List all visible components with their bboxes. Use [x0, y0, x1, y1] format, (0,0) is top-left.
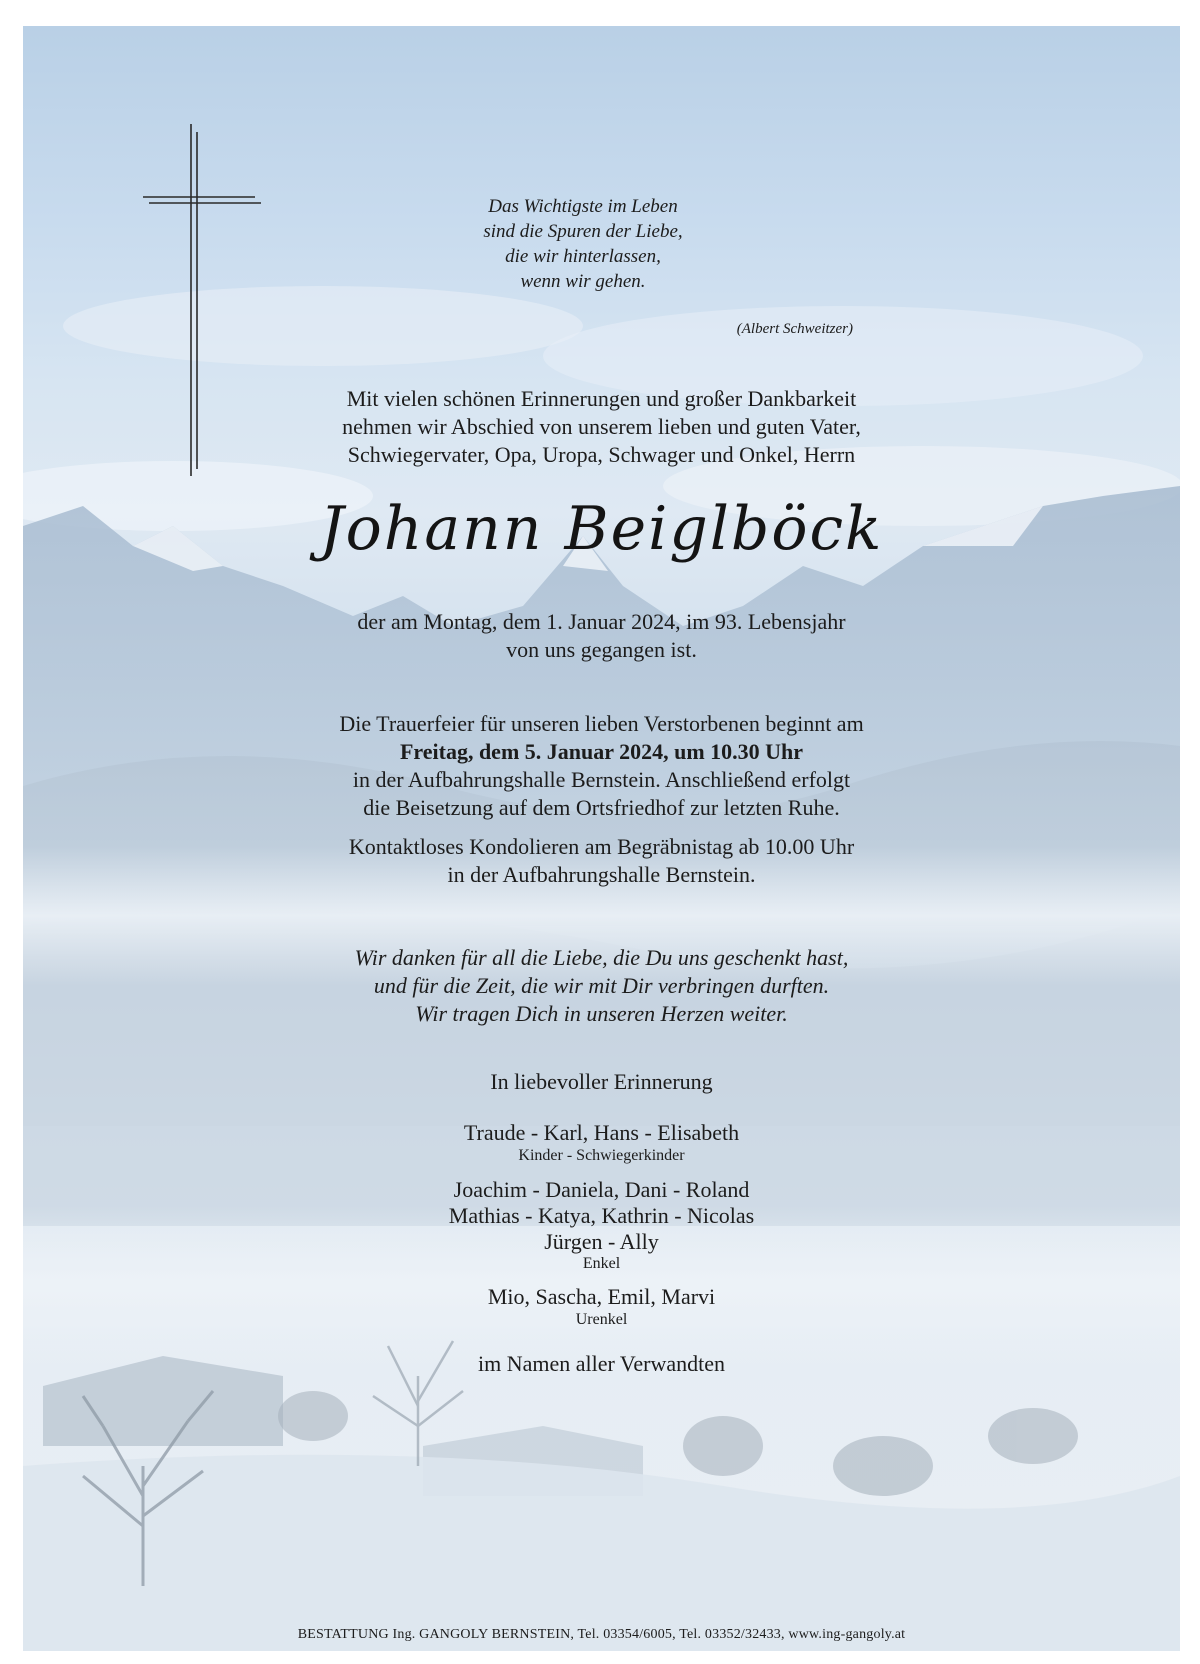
mourner-group-children	[23, 1120, 1180, 1146]
memory-title: In liebevoller Erinnerung	[490, 1069, 713, 1094]
ceremony-date: Freitag, dem 5. Januar 2024, um 10.30 Uhr	[399, 739, 804, 764]
condolence-line: in der Aufbahrungshalle Bernstein.	[447, 862, 756, 887]
ceremony-line: die Beisetzung auf dem Ortsfriedhof zur letzten Ruhe.	[363, 795, 840, 820]
ceremony-line: in der Aufbahrungshalle Bernstein. Anschließend erfolgt	[352, 767, 851, 792]
mourner-role: Kinder - Schwiegerkinder	[518, 1147, 685, 1164]
mourner-names: Mathias - Katya, Kathrin - Nicolas	[448, 1203, 755, 1228]
thanks-line: und für die Zeit, die wir mit Dir verbringen durften.	[373, 973, 830, 998]
mourner-names: Joachim - Daniela, Dani - Roland	[453, 1177, 750, 1202]
quote-line: wenn wir gehen.	[520, 271, 646, 292]
quote-source: (Albert Schweitzer)	[736, 321, 853, 337]
thanks-line: Wir danken für all die Liebe, die Du uns geschenkt hast,	[354, 945, 849, 970]
mourner-names: Jürgen - Ally	[544, 1229, 659, 1254]
condolence-line: Kontaktloses Kondolieren am Begräbnistag ab 10.00 Uhr	[348, 834, 855, 859]
intro-line: Schwiegervater, Opa, Uropa, Schwager und Onkel, Herrn	[347, 442, 856, 467]
quote-line: Das Wichtigste im Leben	[488, 196, 678, 217]
mourner-role: Enkel	[582, 1255, 621, 1272]
death-notice-line: der am Montag, dem 1. Januar 2024, im 93. Lebensjahr	[357, 609, 846, 634]
intro-line: nehmen wir Abschied von unserem lieben und guten Vater,	[342, 414, 861, 439]
ceremony-info	[23, 710, 1180, 822]
quote	[393, 194, 773, 294]
intro-line: Mit vielen schönen Erinnerungen und großer Dankbarkeit	[346, 386, 857, 411]
condolence-info	[23, 833, 1180, 889]
mourner-role: Urenkel	[575, 1311, 628, 1328]
quote-line: die wir hinterlassen,	[505, 246, 661, 267]
mourners-closing: im Namen aller Verwandten	[477, 1351, 725, 1376]
funeral-home-footer: BESTATTUNG Ing. GANGOLY BERNSTEIN, Tel. 03354/6005, Tel. 03352/32433, www.ing-gangoly.at	[297, 1627, 906, 1642]
mourner-group-grandchildren	[23, 1177, 1180, 1255]
ceremony-line: Die Trauerfeier für unseren lieben Verstorbenen beginnt am	[339, 711, 864, 736]
death-notice-line: von uns gegangen ist.	[506, 637, 697, 662]
mourner-names: Mio, Sascha, Emil, Marvi	[487, 1284, 716, 1309]
death-notice	[23, 608, 1180, 664]
intro-text	[23, 385, 1180, 469]
mourner-names: Traude - Karl, Hans - Elisabeth	[463, 1120, 740, 1145]
obituary-card	[23, 26, 1180, 1651]
thanks-text	[23, 944, 1180, 1028]
thanks-line: Wir tragen Dich in unseren Herzen weiter.	[415, 1001, 788, 1026]
deceased-name: Johann Beiglböck	[319, 494, 884, 564]
quote-line: sind die Spuren der Liebe,	[483, 221, 683, 242]
mourner-group-great-grandchildren	[23, 1284, 1180, 1310]
